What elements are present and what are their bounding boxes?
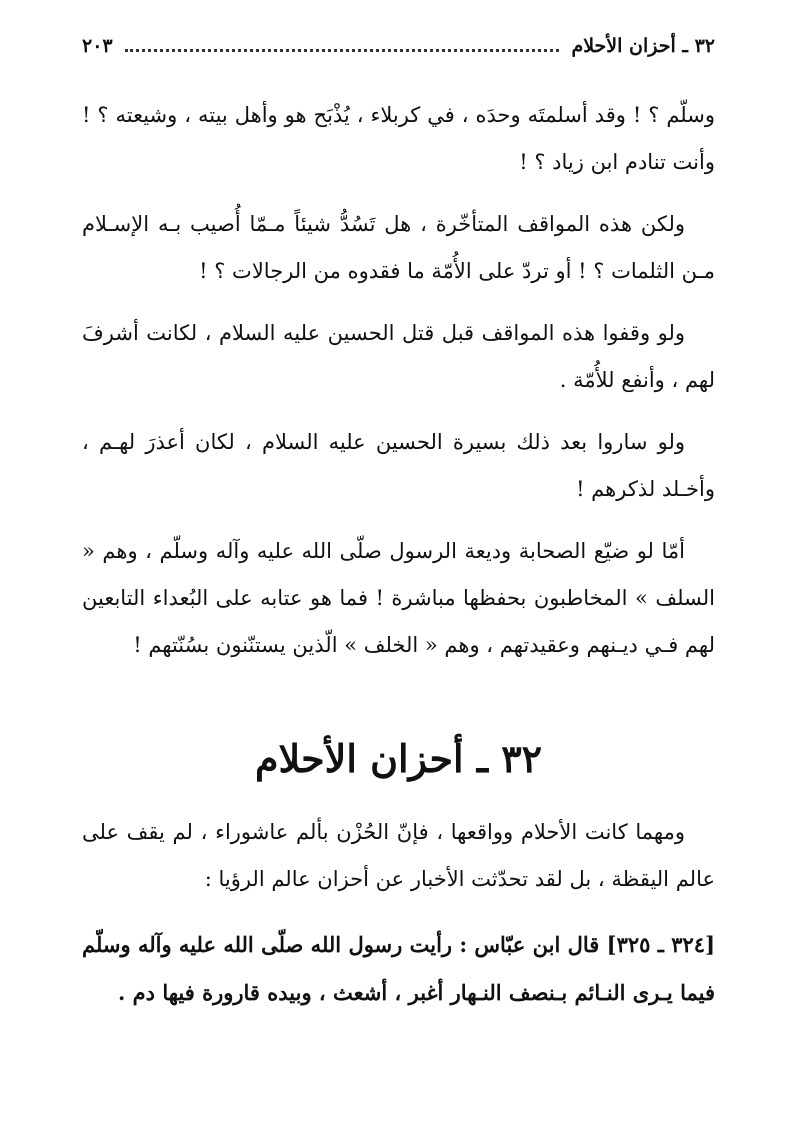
page-number: ٢٠٣: [82, 35, 113, 57]
narration-block: [82, 921, 715, 1017]
narration-reference: [٣٢٤ ـ ٣٢٥]: [606, 932, 716, 957]
page-body: [82, 92, 715, 1038]
paragraph: ولو وقفوا هذه المواقف قبل قتل الحسين عليه السلام ، لكانت أشرفَ لهم ، وأنفع للأُمّة .: [82, 321, 715, 392]
header-dot-leader: [125, 49, 560, 52]
paragraph: أمّا لو ضيّع الصحابة وديعة الرسول صلّى الله عليه وآله وسلّم ، وهم « السلف » المخاطبون بحفظها مباشرة ! فما هو عتابه على البُعداء التابعين لهم فـي ديـنهم وعقيدتهم ، وهم « الخلف » الّذين يستنّنون بسُنّتهم !: [82, 539, 715, 657]
paragraph: ولكن هذه المواقف المتأخّرة ، هل تَسُدُّ شيئاً مـمّا أُصيب بـه الإسـلام مـن الثلمات ؟ ! أو تردّ على الأُمّة ما فقدوه من الرجالات ؟ !: [82, 212, 715, 283]
running-header: [82, 28, 715, 64]
section-title: ٣٢ ـ أحزان الأحلام: [254, 736, 543, 781]
narration-text: قال ابن عبّاس : رأيت رسول الله صلّى الله عليه وآله وسلّم فيما يـرى النـائم بـنصف النـهار أغبر ، أشعث ، وبيده قارورة فيها دم .: [82, 932, 715, 1005]
paragraph: ولو ساروا بعد ذلك بسيرة الحسين عليه السلام ، لكان أعذرَ لهـم ، وأخـلد لذكرهم !: [82, 430, 715, 501]
section-intro: ومهما كانت الأحلام وواقعها ، فإنّ الحُزْن بألم عاشوراء ، لم يقف على عالم اليقظة ، بل لقد تحدّثت الأخبار عن أحزان عالم الرؤيا :: [82, 820, 715, 891]
header-chapter-title: ٣٢ ـ أحزان الأحلام: [571, 35, 715, 57]
paragraph-continued: وسلّم ؟ ! وقد أسلمتَه وحدَه ، في كربلاء ، يُذْبَح هو وأهل بيته ، وشيعته ؟ ! وأنت تنادم ابن زياد ؟ !: [82, 103, 715, 174]
